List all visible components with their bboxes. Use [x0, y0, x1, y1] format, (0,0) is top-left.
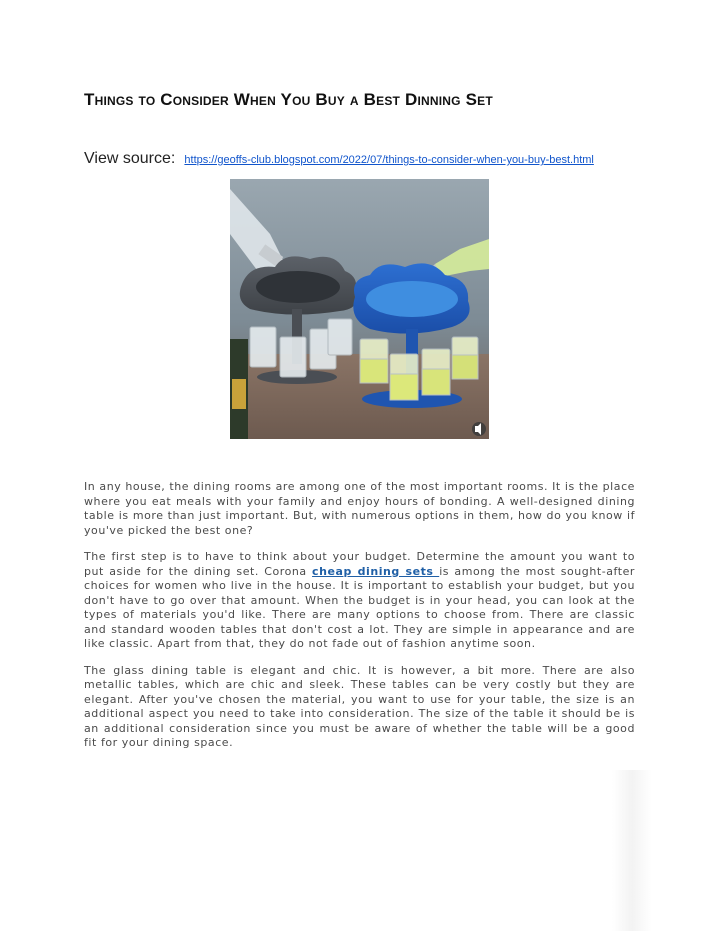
paragraph-3: The glass dining table is elegant and chic. It is however, a bit more. There are also metallic tables, which are chic and sleek. These tables can be very costly but they are elegant. After you've chosen the material, you want to use for your table, the size is an additional aspect you need to take into consideration. The size of the table it should be is an additional consideration since you must be aware of whether the table will be a good fit for your dining space.	[84, 663, 635, 749]
source-label: View source:	[84, 150, 176, 167]
page-title: Things to Consider When You Buy a Best Dinning Set	[84, 90, 493, 109]
audio-icon[interactable]	[472, 422, 486, 436]
paragraph-1: In any house, the dining rooms are among one of the most important rooms. It is the place where you eat meals with your family and enjoy hours of bonding. A well-designed dining table is more than just important. But, with numerous options in them, how do you know if you've picked the best one?	[84, 480, 635, 537]
article-body	[84, 480, 635, 763]
cheap-dining-sets-link[interactable]: cheap dining sets	[312, 564, 440, 578]
source-link[interactable]: https://geoffs-club.blogspot.com/2022/07/things-to-consider-when-you-buy-best.html	[184, 154, 594, 166]
source-line	[84, 148, 684, 168]
paragraph-2	[84, 550, 635, 652]
product-photo	[230, 179, 489, 439]
paragraph-2-start: The first step is to have to think about your budget. Determine the amount you want to put aside for the dining set. Corona	[84, 550, 635, 578]
shot-dispenser-illustration	[230, 179, 489, 439]
paragraph-2-end: is among the most sought-after choices for women who live in the house. It is important to establish your budget, but you don't have to go over that amount. When the budget is in your head, you can look at the types of materials you'd like. There are many options to choose from. There are classic and standard wooden tables that don't cost a lot. They are simple in appearance and are like classic. Apart from that, they do not fade out of fashion anytime soon.	[84, 564, 635, 650]
page-shade	[612, 770, 652, 931]
